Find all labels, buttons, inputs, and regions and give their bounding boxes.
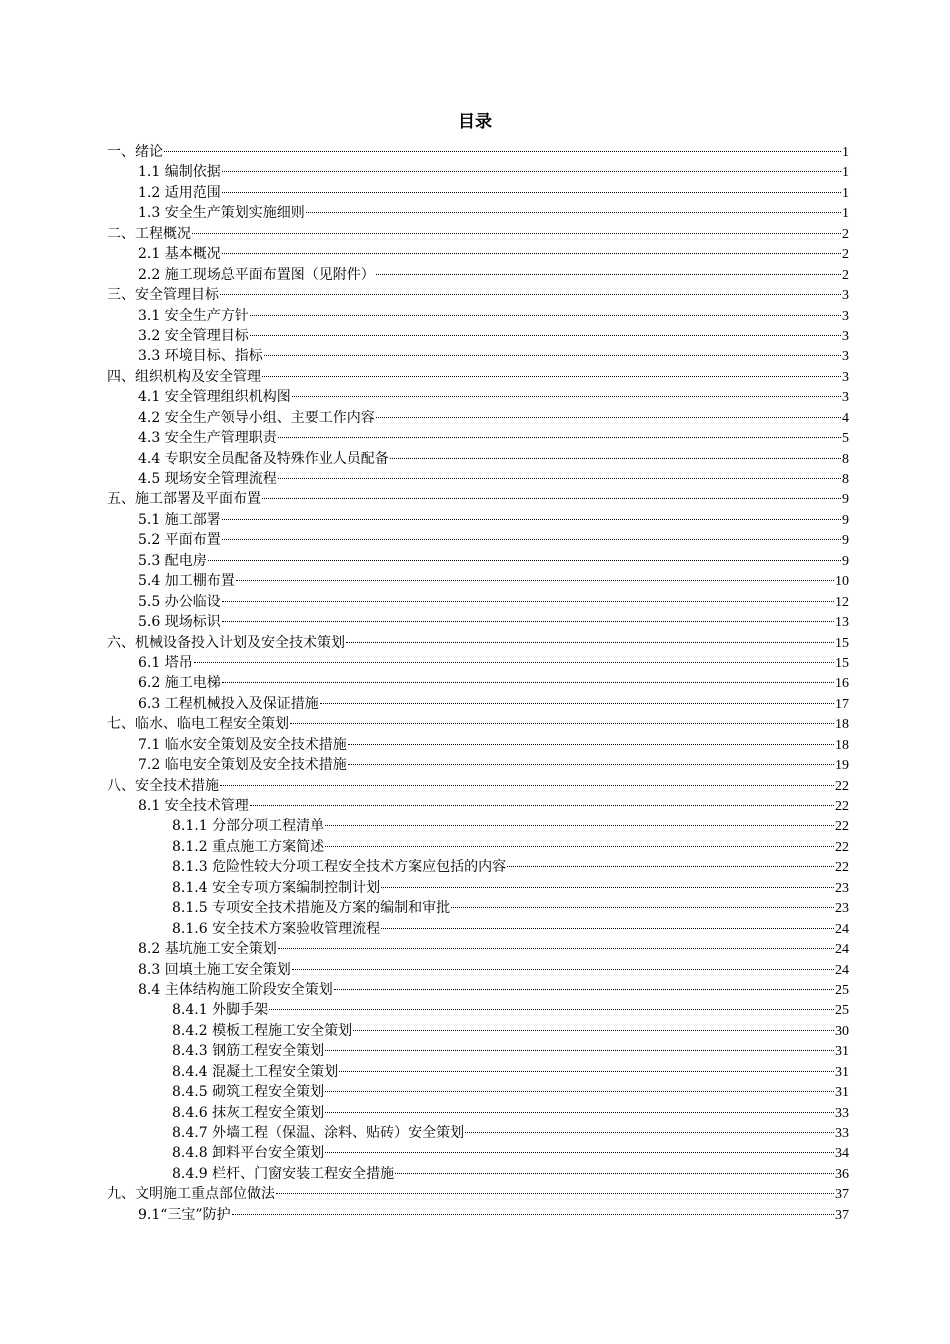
toc-entry-label: 4.2 安全生产领导小组、主要工作内容 [138,409,375,426]
toc-entry[interactable] [0,612,950,632]
toc-entry-page-number: 3 [842,390,849,406]
dot-leader [346,642,834,643]
toc-entry[interactable] [0,694,950,714]
toc-entry-page-number: 4 [842,410,849,426]
table-of-contents [0,142,950,1225]
dot-leader [376,274,841,275]
toc-entry[interactable] [0,837,950,857]
toc-entry-page-number: 23 [835,880,849,896]
dot-leader [306,212,841,213]
dot-leader [164,151,841,152]
toc-entry-label: 9.1“三宝”防护 [138,1206,231,1223]
toc-entry-label: 8.4.8 卸料平台安全策划 [172,1145,325,1162]
dot-leader [348,744,834,745]
toc-entry-page-number: 18 [835,717,849,733]
toc-entry[interactable] [0,1062,950,1082]
toc-entry-page-number: 8 [842,451,849,467]
dot-leader [250,315,841,316]
dot-leader [262,498,841,499]
toc-entry-page-number: 24 [835,962,849,978]
dot-leader [222,601,834,602]
dot-leader [451,907,834,908]
toc-entry[interactable] [0,1103,950,1123]
toc-entry-label: 8.4.7 外墙工程（保温、涂料、贴砖）安全策划 [172,1125,465,1141]
toc-entry[interactable] [0,530,950,550]
toc-entry-label: 6.1 塔吊 [138,654,193,671]
toc-entry-page-number: 19 [835,758,849,774]
toc-entry-label: 5.6 现场标识 [138,614,221,631]
toc-entry-label: 2.1 基本概况 [138,246,221,263]
toc-entry[interactable] [0,898,950,918]
toc-entry-label: 1.1 编制依据 [138,164,221,181]
toc-entry-label: 五、施工部署及平面布置 [107,491,261,508]
toc-entry-page-number: 10 [835,574,849,590]
toc-entry-label: 4.3 安全生产管理职责 [138,430,277,447]
toc-entry-page-number: 3 [842,349,849,365]
dot-leader [236,580,834,581]
dot-leader [262,376,841,377]
toc-entry-label: 7.1 临水安全策划及安全技术措施 [138,736,347,753]
dot-leader [334,989,834,990]
toc-entry[interactable] [0,1041,950,1061]
toc-entry-page-number: 22 [835,839,849,855]
toc-entry-page-number: 9 [842,512,849,528]
dot-leader [353,1030,834,1031]
dot-leader [390,458,841,459]
toc-entry-label: 8.1.6 安全技术方案验收管理流程 [172,920,381,937]
toc-entry-page-number: 24 [835,921,849,937]
toc-entry[interactable] [0,449,950,469]
toc-entry[interactable] [0,857,950,877]
toc-entry[interactable] [0,919,950,939]
toc-entry-label: 8.1.1 分部分项工程清单 [172,818,325,835]
toc-entry-label: 四、组织机构及安全管理 [107,368,261,385]
dot-leader [292,969,834,970]
toc-entry[interactable] [0,571,950,591]
dot-leader [222,192,841,193]
toc-entry-page-number: 25 [835,1003,849,1019]
toc-entry-page-number: 5 [842,431,849,447]
toc-entry-page-number: 25 [835,982,849,998]
toc-entry-label: 七、临水、临电工程安全策划 [107,716,289,733]
toc-entry[interactable] [0,551,950,571]
toc-entry-label: 1.3 安全生产策划实施细则 [138,205,305,222]
toc-entry-label: 8.1.3 危险性较大分项工程安全技术方案应包括的内容 [172,859,507,876]
toc-entry-label: 6.3 工程机械投入及保证措施 [138,695,319,712]
toc-entry-page-number: 13 [835,615,849,631]
toc-entry[interactable] [0,776,950,796]
dot-leader [348,764,834,765]
toc-entry[interactable] [0,714,950,734]
toc-entry-page-number: 3 [842,328,849,344]
toc-entry[interactable] [0,1143,950,1163]
dot-leader [232,1214,834,1215]
toc-entry-page-number: 18 [835,737,849,753]
toc-entry-page-number: 9 [842,553,849,569]
toc-entry[interactable] [0,183,950,203]
toc-entry-label: 8.1.5 专项安全技术措施及方案的编制和审批 [172,900,451,917]
toc-entry[interactable] [0,673,950,693]
toc-entry-label: 8.1.4 安全专项方案编制控制计划 [172,879,381,896]
toc-entry-page-number: 15 [835,655,849,671]
toc-entry[interactable] [0,939,950,959]
toc-entry[interactable] [0,326,950,346]
toc-entry-page-number: 33 [835,1105,849,1121]
toc-entry[interactable] [0,162,950,182]
toc-entry-page-number: 23 [835,901,849,917]
toc-entry-page-number: 8 [842,472,849,487]
dot-leader [250,805,834,806]
dot-leader [325,825,834,826]
toc-entry-page-number: 2 [842,226,849,242]
dot-leader [264,355,841,356]
toc-entry-label: 3.1 安全生产方针 [138,307,249,324]
toc-entry-label: 8.1.2 重点施工方案简述 [172,838,325,855]
toc-entry-label: 6.2 施工电梯 [138,675,221,692]
toc-entry-label: 5.3 配电房 [138,552,207,569]
toc-entry-page-number: 22 [835,799,849,814]
toc-entry-label: 8.4.3 钢筋工程安全策划 [172,1043,325,1060]
toc-entry[interactable] [0,142,950,162]
dot-leader [192,233,841,234]
dot-leader [222,539,841,540]
toc-entry-page-number: 33 [835,1126,849,1141]
toc-entry-page-number: 2 [842,267,849,283]
toc-entry[interactable] [0,1164,950,1184]
dot-leader [222,682,834,683]
toc-entry-page-number: 1 [842,165,849,181]
dot-leader [276,1193,834,1194]
toc-entry-label: 二、工程概况 [107,225,191,242]
toc-entry[interactable] [0,367,950,387]
dot-leader [325,846,834,847]
toc-entry-label: 5.4 加工棚布置 [138,573,235,590]
dot-leader [220,294,841,295]
toc-entry[interactable] [0,816,950,836]
toc-entry-label: 三、安全管理目标 [107,287,219,304]
toc-entry-page-number: 37 [835,1207,849,1223]
toc-entry-label: 8.1 安全技术管理 [138,798,249,814]
toc-entry-label: 一、绪论 [107,144,163,160]
dot-leader [381,928,834,929]
toc-entry-label: 8.4.5 砌筑工程安全策划 [172,1084,325,1101]
toc-entry[interactable] [0,244,950,264]
toc-entry[interactable] [0,489,950,509]
dot-leader [208,560,841,561]
toc-entry[interactable] [0,1205,950,1225]
toc-entry-page-number: 9 [842,533,849,549]
toc-entry[interactable] [0,735,950,755]
toc-entry-page-number: 37 [835,1187,849,1203]
toc-entry-page-number: 22 [835,819,849,835]
dot-leader [292,396,841,397]
toc-entry-label: 3.3 环境目标、指标 [138,348,263,365]
toc-entry-page-number: 15 [835,635,849,651]
dot-leader [465,1132,834,1133]
toc-entry-page-number: 17 [835,696,849,712]
toc-entry-label: 8.4.9 栏杆、门窗安装工程安全措施 [172,1165,395,1182]
toc-entry-label: 5.1 施工部署 [138,511,221,528]
toc-entry-page-number: 31 [835,1044,849,1060]
toc-entry-page-number: 22 [835,860,849,876]
dot-leader [278,478,841,479]
toc-entry[interactable] [0,285,950,305]
toc-entry[interactable] [0,796,950,816]
toc-entry[interactable] [0,428,950,448]
toc-title: 目录 [458,112,492,132]
toc-entry-label: 8.4.4 混凝土工程安全策划 [172,1063,339,1080]
toc-entry[interactable] [0,960,950,980]
dot-leader [339,1071,834,1072]
dot-leader [507,866,834,867]
toc-entry[interactable] [0,408,950,428]
toc-entry-page-number: 36 [835,1166,849,1182]
toc-entry-page-number: 3 [842,369,849,385]
toc-entry-page-number: 1 [842,185,849,201]
toc-entry[interactable] [0,980,950,1000]
toc-entry[interactable] [0,1000,950,1020]
dot-leader [325,1091,834,1092]
dot-leader [222,621,834,622]
toc-entry-label: 5.5 办公临设 [138,593,221,610]
dot-leader [222,171,841,172]
toc-entry-page-number: 16 [835,676,849,692]
toc-entry-label: 7.2 临电安全策划及安全技术措施 [138,757,347,774]
dot-leader [269,1009,834,1010]
toc-entry[interactable] [0,224,950,244]
toc-entry-page-number: 31 [835,1064,849,1080]
toc-entry-label: 4.1 安全管理组织机构图 [138,389,291,406]
toc-entry-page-number: 2 [842,247,849,263]
toc-entry-label: 4.5 现场安全管理流程 [138,471,277,487]
toc-entry[interactable] [0,203,950,223]
toc-entry-page-number: 34 [835,1146,849,1162]
dot-leader [290,723,834,724]
toc-entry-label: 8.4 主体结构施工阶段安全策划 [138,981,333,998]
toc-entry[interactable] [0,653,950,673]
toc-entry-label: 九、文明施工重点部位做法 [107,1186,275,1203]
dot-leader [194,662,834,663]
toc-entry-label: 8.4.1 外脚手架 [172,1002,269,1019]
dot-leader [376,417,841,418]
toc-entry[interactable] [0,265,950,285]
dot-leader [220,785,834,786]
dot-leader [381,887,834,888]
toc-entry-label: 8.3 回填土施工安全策划 [138,961,291,978]
toc-entry-label: 8.2 基坑施工安全策划 [138,941,277,958]
toc-entry-label: 4.4 专职安全员配备及特殊作业人员配备 [138,450,389,467]
toc-entry-page-number: 1 [842,145,849,160]
toc-entry-page-number: 12 [835,594,849,610]
toc-entry-label: 3.2 安全管理目标 [138,327,249,344]
toc-entry[interactable] [0,755,950,775]
dot-leader [325,1112,834,1113]
toc-entry-label: 8.4.2 模板工程施工安全策划 [172,1022,353,1039]
toc-entry-label: 1.2 适用范围 [138,184,221,201]
toc-entry[interactable] [0,592,950,612]
toc-entry-page-number: 24 [835,942,849,958]
toc-entry-label: 8.4.6 抹灰工程安全策划 [172,1104,325,1121]
toc-entry-label: 八、安全技术措施 [107,777,219,794]
toc-entry[interactable] [0,510,950,530]
toc-entry-page-number: 1 [842,206,849,222]
toc-entry[interactable] [0,387,950,407]
dot-leader [325,1152,834,1153]
dot-leader [222,519,841,520]
dot-leader [278,437,841,438]
dot-leader [278,948,834,949]
toc-entry[interactable] [0,306,950,326]
toc-entry[interactable] [0,469,950,489]
toc-entry[interactable] [0,1184,950,1204]
toc-entry-label: 2.2 施工现场总平面布置图（见附件） [138,266,375,283]
toc-entry-page-number: 3 [842,288,849,304]
toc-entry-label: 5.2 平面布置 [138,532,221,549]
toc-entry[interactable] [0,1021,950,1041]
toc-entry[interactable] [0,878,950,898]
toc-entry-page-number: 30 [835,1023,849,1039]
dot-leader [325,1050,834,1051]
toc-entry-page-number: 3 [842,308,849,324]
dot-leader [222,253,841,254]
toc-entry[interactable] [0,346,950,366]
toc-entry[interactable] [0,1082,950,1102]
dot-leader [250,335,841,336]
toc-entry-label: 六、机械设备投入计划及安全技术策划 [107,634,345,651]
dot-leader [395,1173,834,1174]
toc-entry-page-number: 9 [842,492,849,508]
toc-entry-page-number: 31 [835,1085,849,1101]
toc-entry[interactable] [0,633,950,653]
dot-leader [320,703,834,704]
toc-entry-page-number: 22 [835,778,849,794]
toc-entry[interactable] [0,1123,950,1143]
